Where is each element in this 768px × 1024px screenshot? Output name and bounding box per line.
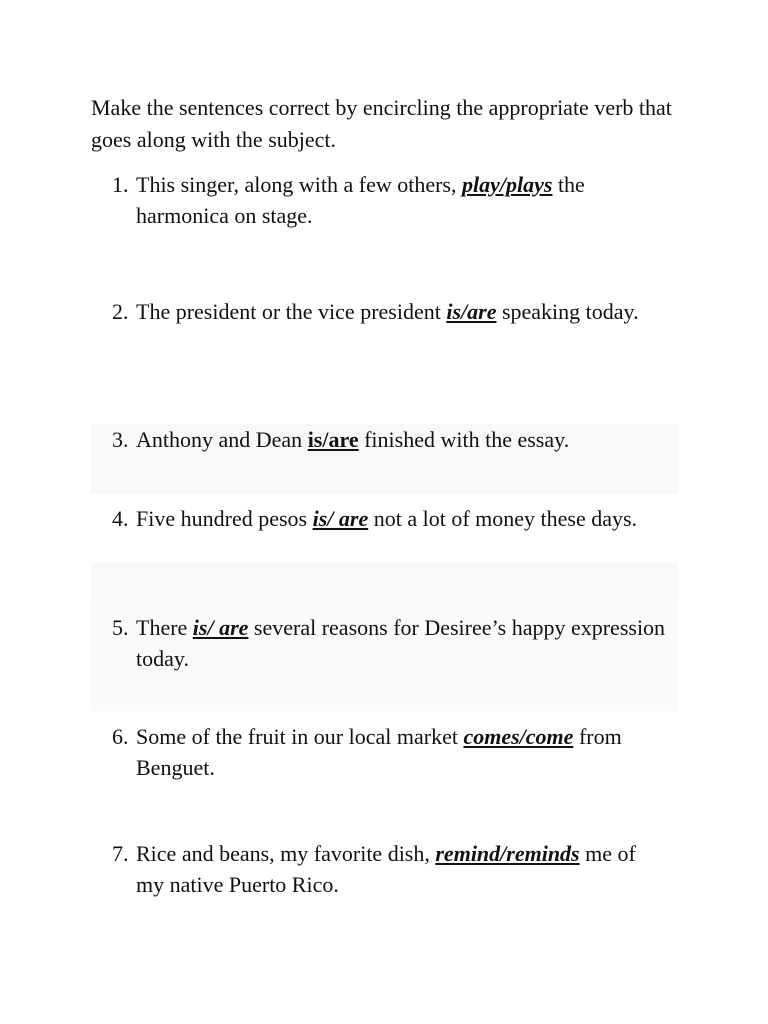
- sentence-after: several reasons for Desiree’s happy expression today.: [136, 615, 666, 671]
- verb-choice[interactable]: is/are: [446, 299, 497, 324]
- sentence-after: me of my native Puerto Rico.: [136, 841, 636, 897]
- verb-choice[interactable]: play/plays: [462, 172, 553, 197]
- sentence-after: not a lot of money these days.: [368, 506, 638, 531]
- item-number: 6.: [112, 724, 129, 749]
- sentence-before: Rice and beans, my favorite dish,: [136, 841, 436, 866]
- sentence-text: [136, 424, 666, 455]
- verb-choice[interactable]: is/ are: [192, 615, 249, 640]
- sentence-before: There: [136, 615, 193, 640]
- sentence-before: Anthony and Dean: [136, 427, 308, 452]
- sentence-after: from Benguet.: [136, 724, 622, 780]
- item-number: 2.: [112, 299, 129, 324]
- sentence-text: [136, 169, 666, 231]
- instructions-text: Make the sentences correct by encircling the appropriate verb that goes along with the subject.: [91, 95, 672, 152]
- sentence-after: speaking today.: [496, 299, 639, 324]
- sentence-after: finished with the essay.: [358, 427, 570, 452]
- sentence-before: Some of the fruit in our local market: [136, 724, 464, 749]
- item-number: 7.: [112, 841, 129, 866]
- sentence-text: [136, 838, 666, 900]
- shaded-band: [91, 563, 678, 603]
- item-number: 1.: [112, 172, 129, 197]
- sentence-text: [136, 612, 666, 674]
- item-number: 4.: [112, 506, 129, 531]
- sentence-before: This singer, along with a few others,: [136, 172, 462, 197]
- item-number: 3.: [112, 427, 129, 452]
- sentence-before: Five hundred pesos: [136, 506, 313, 531]
- sentence-text: [136, 721, 666, 783]
- sentence-before: The president or the vice president: [136, 299, 447, 324]
- verb-choice[interactable]: comes/come: [463, 724, 574, 749]
- sentence-text: [136, 296, 666, 327]
- verb-choice[interactable]: remind/reminds: [435, 841, 580, 866]
- verb-choice[interactable]: is/are: [307, 427, 359, 452]
- verb-choice[interactable]: is/ are: [312, 506, 369, 531]
- sentence-text: [136, 503, 666, 534]
- item-number: 5.: [112, 615, 129, 640]
- sentence-after: the harmonica on stage.: [136, 172, 585, 228]
